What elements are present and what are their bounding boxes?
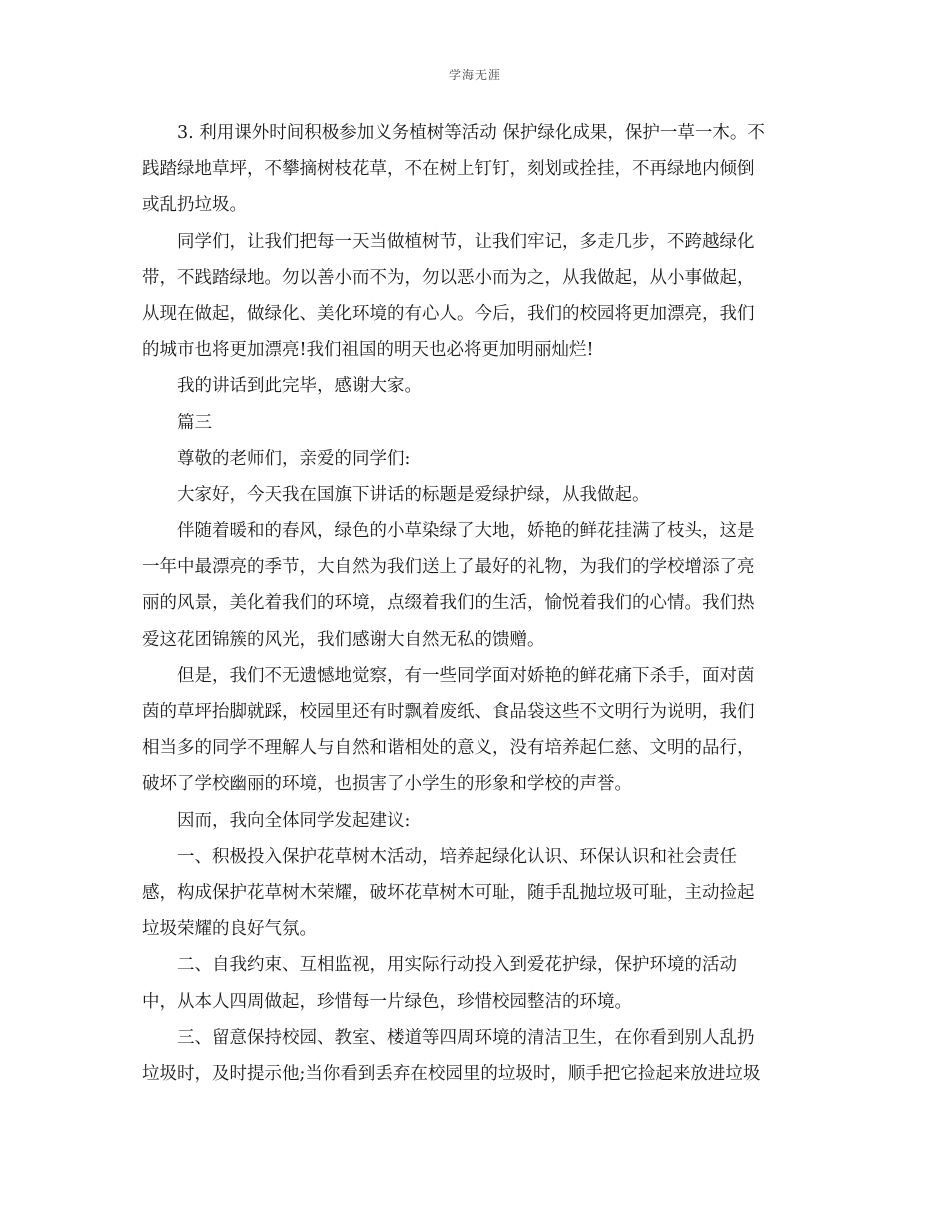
text-line: 破坏了学校幽丽的环境，也损害了小学生的形象和学校的声誉。	[142, 774, 632, 795]
text-line: 爱这花团锦簇的风光，我们感谢大自然无私的馈赠。	[142, 629, 545, 650]
text-line: 垃圾时，及时提示他;当你看到丢弃在校园里的垃圾时，顺手把它捡起来放进垃圾	[142, 1063, 761, 1084]
text-line: 一年中最漂亮的季节，大自然为我们送上了最好的礼物，为我们的学校增添了亮	[142, 557, 755, 578]
text-line: 但是，我们不无遗憾地觉察，有一些同学面对娇艳的鲜花痛下杀手，面对茵	[177, 665, 755, 686]
page-header: 学海无涯	[448, 68, 501, 82]
text-line: 一、积极投入保护花草树木活动，培养起绿化认识、环保认识和社会责任	[177, 846, 737, 867]
text-line: 大家好，今天我在国旗下讲话的标题是爱绿护绿，从我做起。	[177, 484, 650, 505]
text-line: 带，不践踏绿地。勿以善小而不为，勿以恶小而为之，从我做起，从小事做起，	[142, 267, 755, 288]
text-line: 茵的草坪抬脚就踩，校园里还有时飘着废纸、食品袋这些不文明行为说明，我们	[142, 702, 755, 722]
text-line: 感，构成保护花草树木荣耀，破坏花草树木可耻，随手乱抛垃圾可耻，主动捡起	[142, 882, 755, 903]
text-line: 垃圾荣耀的良好气氛。	[142, 919, 317, 940]
text-line: 3. 利用课外时间积极参加义务植树等活动 保护绿化成果，保护一草一木。不	[177, 123, 765, 143]
text-line: 的城市也将更加漂亮!我们祖国的明天也必将更加明丽灿烂!	[142, 340, 594, 361]
text-line: 我的讲话到此完毕，感谢大家。	[177, 376, 422, 397]
text-line: 丽的风景，美化着我们的环境，点缀着我们的生活，愉悦着我们的心情。我们热	[142, 593, 755, 614]
text-line: 践踏绿地草坪，不攀摘树枝花草，不在树上钉钉，刻划或拴挂，不再绿地内倾倒	[142, 159, 755, 180]
text-line: 同学们，让我们把每一天当做植树节，让我们牢记，多走几步，不跨越绿化	[177, 231, 755, 252]
text-line: 中，从本人四周做起，珍惜每一片绿色，珍惜校园整洁的环境。	[142, 991, 632, 1012]
text-line: 或乱扔垃圾。	[142, 195, 247, 216]
text-line: 尊敬的老师们，亲爱的同学们:	[177, 448, 411, 469]
text-line: 伴随着暖和的春风，绿色的小草染绿了大地，娇艳的鲜花挂满了枝头，这是	[177, 521, 755, 542]
text-line: 因而，我向全体同学发起建议:	[177, 810, 411, 831]
text-line: 篇三	[177, 412, 212, 433]
text-line: 三、留意保持校园、教室、楼道等四周环境的清洁卫生，在你看到别人乱扔	[177, 1027, 755, 1048]
text-line: 从现在做起，做绿化、美化环境的有心人。今后，我们的校园将更加漂亮，我们	[142, 303, 755, 324]
text-line: 相当多的同学不理解人与自然和谐相处的意义，没有培养起仁慈、文明的品行，	[142, 738, 755, 759]
document-body	[142, 115, 802, 1092]
text-line: 二、自我约束、互相监视，用实际行动投入到爱花护绿，保护环境的活动	[177, 955, 737, 976]
